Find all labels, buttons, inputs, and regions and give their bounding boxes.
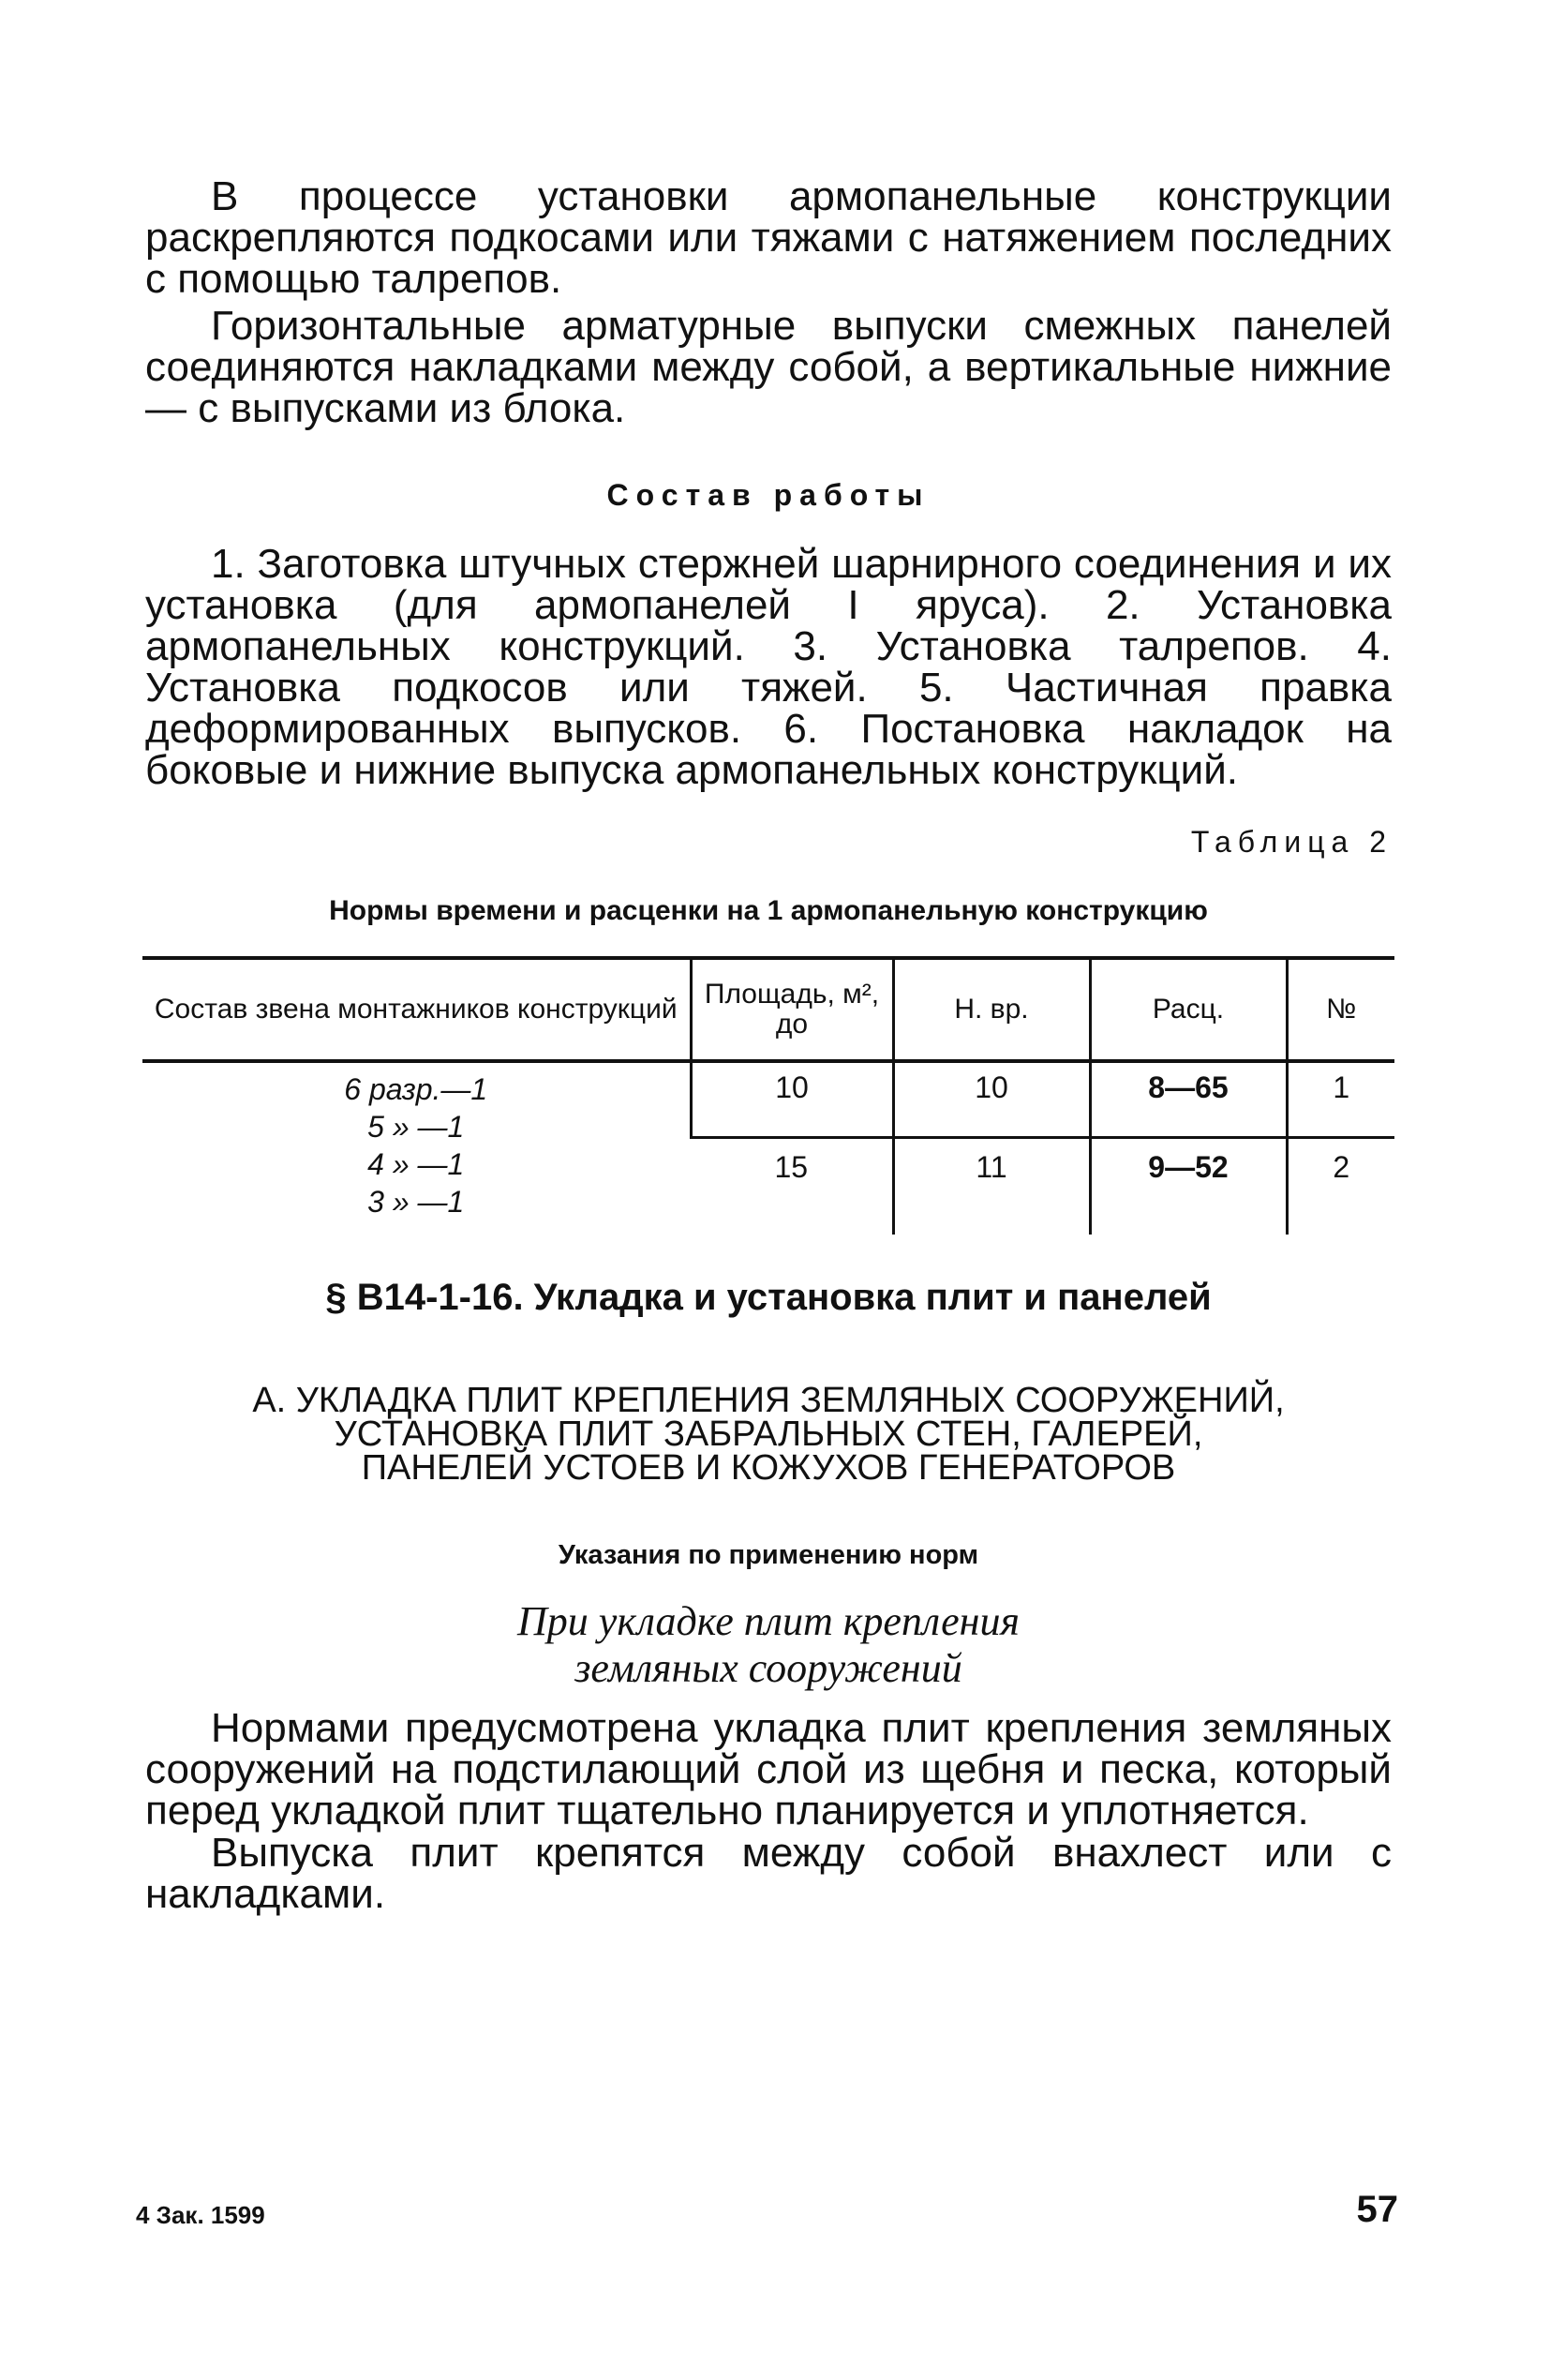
cell-area: 15 bbox=[774, 1150, 809, 1184]
col-header-hours: Н. вр. bbox=[893, 958, 1090, 1061]
cell-price: 8—65 bbox=[1090, 1061, 1287, 1138]
crew-line: 4 » —1 bbox=[367, 1147, 465, 1181]
crew-line: 6 разр.—1 bbox=[344, 1072, 488, 1106]
subsection-heading-line: УСТАНОВКА ПЛИТ ЗАБРАЛЬНЫХ СТЕН, ГАЛЕРЕЙ, bbox=[334, 1415, 1203, 1454]
paragraph-bracing: В процессе установки армопанельные конструкции раскрепляются подкосами или тяжами с натяжением последних с помощью талрепов. bbox=[145, 173, 1392, 302]
cell-price: 9—52 bbox=[1090, 1138, 1287, 1235]
cell-number: 2 bbox=[1287, 1138, 1394, 1235]
table-title: Нормы времени и расценки на 1 армопанельную конструкцию bbox=[329, 895, 1208, 926]
paragraph-overlap: Выпуска плит крепятся между собой внахлест или с накладками. bbox=[145, 1830, 1392, 1917]
col-header-price: Расц. bbox=[1090, 958, 1287, 1061]
col-header-area: Площадь, м², до bbox=[691, 958, 893, 1061]
norms-table bbox=[142, 956, 1394, 1235]
work-heading: Состав работы bbox=[606, 478, 931, 512]
paragraph-norms: Нормами предусмотрена укладка плит крепления земляных сооружений на подстилающий слой из щебня и песка, который перед укладкой плит тщательно планируется и уплотняется. bbox=[145, 1705, 1392, 1834]
cell-hours: 10 bbox=[893, 1061, 1090, 1138]
cell-area: 10 bbox=[691, 1061, 893, 1138]
col-header-number: № bbox=[1287, 958, 1394, 1061]
subsection-heading bbox=[145, 1381, 1392, 1488]
footer-order-number: 4 Зак. 1599 bbox=[136, 2201, 265, 2229]
italic-heading-line: При укладке плит крепления bbox=[517, 1598, 1020, 1644]
subsection-heading-line: А. УКЛАДКА ПЛИТ КРЕПЛЕНИЯ ЗЕМЛЯНЫХ СООРУЖЕНИЙ, bbox=[252, 1381, 1285, 1420]
paragraph-joints: Горизонтальные арматурные выпуски смежных панелей соединяются накладками между собой, а вертикальные нижние — с выпусками из блока. bbox=[145, 303, 1392, 431]
italic-heading bbox=[145, 1598, 1392, 1692]
cell-number: 1 bbox=[1287, 1061, 1394, 1138]
work-composition-text: 1. Заготовка штучных стержней шарнирного соединения и их установка (для армопанелей I яруса). 2. Установка армопанельных конструкций. 3. Установка талрепов. 4. Установка подкосов или тяжей. 5. Частичная правка деформированных выпусков. 6. Постановка накладок на боковые и нижние выпуска армопанельных конструкций. bbox=[145, 541, 1392, 793]
instructions-heading: Указания по применению норм bbox=[558, 1540, 979, 1570]
col-header-crew: Состав звена монтажников конструкций bbox=[142, 958, 691, 1061]
crew-line: 3 » —1 bbox=[367, 1185, 465, 1219]
table-row bbox=[142, 1061, 1394, 1138]
crew-composition bbox=[142, 1061, 691, 1235]
cell-hours: 11 bbox=[893, 1138, 1090, 1235]
subsection-heading-line: ПАНЕЛЕЙ УСТОЕВ И КОЖУХОВ ГЕНЕРАТОРОВ bbox=[361, 1448, 1176, 1488]
page-number: 57 bbox=[1356, 2189, 1398, 2230]
section-heading: § В14-1-16. Укладка и установка плит и панелей bbox=[325, 1277, 1212, 1318]
crew-line: 5 » —1 bbox=[367, 1110, 465, 1144]
italic-heading-line: земляных сооружений bbox=[574, 1645, 962, 1691]
table-label: Таблица 2 bbox=[1190, 825, 1393, 859]
table-header-row bbox=[142, 958, 1394, 1061]
